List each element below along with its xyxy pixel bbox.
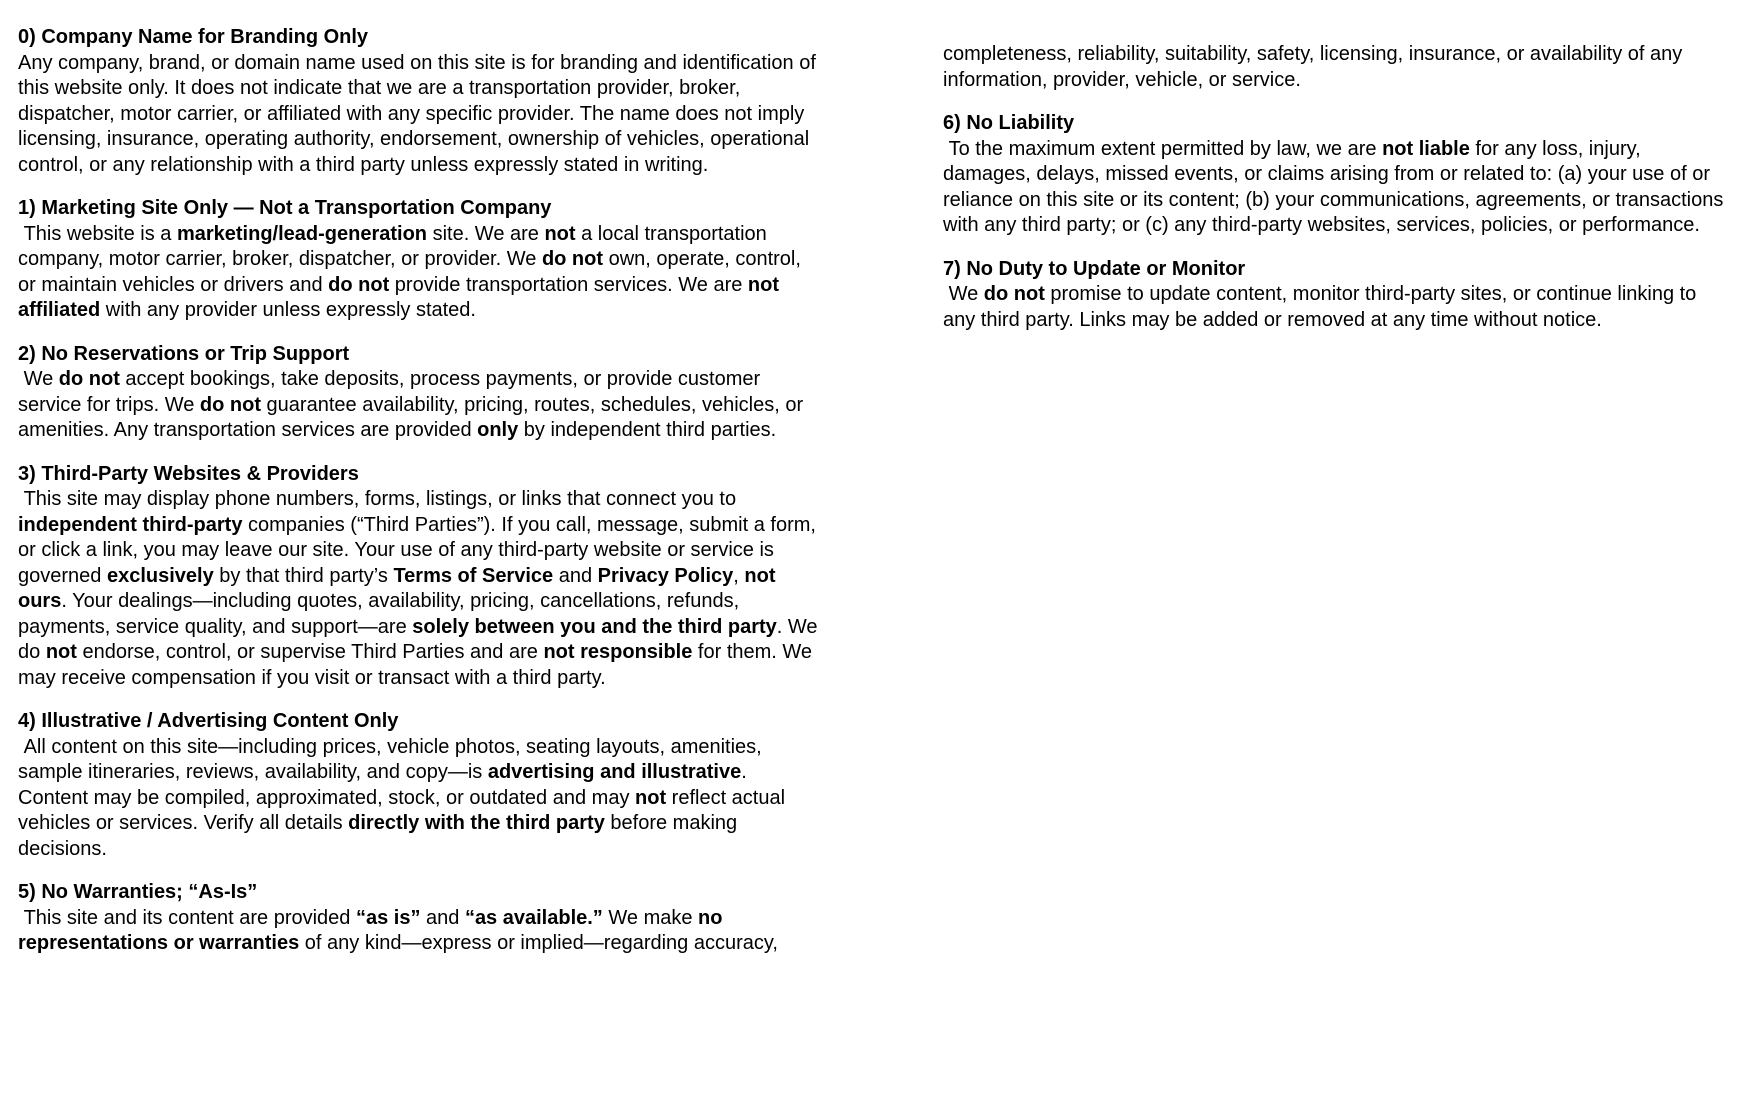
bold-text: not [635, 786, 667, 809]
bold-text: exclusively [106, 564, 214, 587]
body-text: We [18, 368, 59, 390]
body-text: provide transportation services. We are [389, 273, 748, 296]
disclaimer-section [18, 196, 819, 324]
body-text: by that third party’s [213, 564, 394, 587]
bold-text: not [45, 641, 77, 663]
body-text: of any kind—express or implied—regarding accuracy, [299, 932, 778, 954]
body-text: guarantee availability, pricing, routes, schedules, vehicles, or amenities. Any transportation services are provided [18, 393, 809, 441]
bold-text: Privacy Policy [597, 564, 734, 587]
disclaimer-section [18, 25, 822, 178]
section-heading: 5) No Warranties; “As-Is” [18, 881, 258, 903]
disclaimer-section [943, 257, 1731, 334]
disclaimer-section [18, 880, 819, 957]
bold-text: do not [328, 273, 390, 296]
body-text: . Your dealings—including quotes, availability, pricing, cancellations, refunds, payments, service quality, and support—are [18, 590, 745, 638]
section-paragraph [18, 196, 819, 324]
body-text: a local transportation company, motor carrier, broker, dispatcher, or provider. We [18, 222, 773, 270]
section-paragraph [18, 709, 819, 862]
body-text: own, operate, control, or maintain vehicles or drivers and [18, 248, 807, 296]
body-text: for any loss, injury, damages, delays, missed events, or claims arising from or related to: (a) your use of or reliance on this site or its content; (b) your communications, agreements, or transactions with any third party; or (c) any third-party websites, services, policies, or performance. [943, 137, 1729, 236]
bold-text: do not [58, 368, 120, 390]
section-paragraph [18, 462, 824, 692]
section-paragraph [943, 257, 1731, 334]
bold-text: do not [199, 393, 261, 416]
body-text: . Content may be compiled, approximated, stock, or outdated and may [18, 761, 753, 809]
section-paragraph [18, 25, 822, 178]
section-heading: 6) No Liability [943, 112, 1075, 134]
bold-text: not ours [18, 564, 782, 612]
disclaimer-section [18, 342, 819, 444]
bold-text: solely between you and the third party [412, 615, 777, 638]
body-text: This website is a [18, 222, 177, 245]
bold-text: do not [983, 283, 1045, 305]
body-text: This site and its content are provided [18, 906, 356, 929]
body-text: and [420, 906, 465, 929]
section-heading: 2) No Reservations or Trip Support [18, 342, 350, 365]
bold-text: not affiliated [18, 273, 785, 321]
bold-text: “as available.” [464, 906, 603, 929]
body-text: Any company, brand, or domain name used on this site is for branding and identification of this website only. It does not indicate that we are a transportation provider, broker, dispatcher, motor carrier, or affiliated with any specific provider. The name does not imply licensing, insurance, operating authority, endorsement, ownership of vehicles, operational control, or any relationship with a third party unless expressly stated in writing. [18, 51, 822, 176]
body-text: , [733, 564, 745, 587]
bold-text: “as is” [355, 906, 421, 929]
section-paragraph [943, 111, 1731, 239]
body-text: We [943, 283, 984, 305]
disclaimer-section [18, 709, 819, 862]
section-heading: 0) Company Name for Branding Only [18, 26, 369, 48]
bold-text: not [544, 222, 576, 245]
bold-text: only [477, 419, 519, 441]
body-text: completeness, reliability, suitability, safety, licensing, insurance, or availability of any information, provider, vehicle, or service. [943, 43, 1688, 91]
disclaimer-section [943, 42, 1731, 93]
body-text: To the maximum extent permitted by law, we are [943, 137, 1383, 160]
section-heading: 4) Illustrative / Advertising Content Only [18, 710, 399, 732]
bold-text: not liable [1382, 137, 1470, 160]
body-text: This site may display phone numbers, forms, listings, or links that connect you to [18, 488, 742, 510]
section-heading: 7) No Duty to Update or Monitor [943, 257, 1246, 280]
continuation-paragraph [943, 42, 1731, 93]
right-column [943, 0, 1731, 351]
body-text: companies (“Third Parties”). If you call, message, submit a form, or click a link, you may leave our site. Your use of any third-party website or service is governed [18, 513, 822, 587]
bold-text: do not [541, 248, 604, 270]
body-text: All content on this site—including prices, vehicle photos, seating layouts, amenities, sample itineraries, reviews, availability, and copy—is [18, 735, 768, 783]
bold-text: advertising and illustrative [487, 761, 742, 783]
body-text: and [553, 564, 598, 587]
bold-text: Terms of Service [393, 564, 554, 587]
body-text: by independent third parties. [518, 419, 777, 441]
body-text: reflect actual vehicles or services. Verify all details [18, 786, 791, 834]
bold-text: directly with the third party [348, 812, 605, 834]
section-paragraph [18, 880, 819, 957]
body-text: site. We are [427, 222, 545, 245]
body-text: . We do [18, 615, 824, 663]
body-text: for them. We may receive compensation if you visit or transact with a third party. [18, 641, 818, 689]
disclaimer-section [943, 111, 1731, 239]
bold-text: independent third-party [18, 513, 243, 536]
disclaimer-section [18, 462, 824, 692]
body-text: endorse, control, or supervise Third Parties and are [76, 641, 544, 663]
bold-text: marketing/lead-generation [176, 222, 428, 245]
body-text: promise to update content, monitor third-party sites, or continue linking to any third party. Links may be added or removed at any time without notice. [943, 283, 1702, 331]
body-text: with any provider unless expressly stated. [100, 299, 476, 321]
body-text: We make [602, 906, 699, 929]
section-heading: 1) Marketing Site Only — Not a Transportation Company [18, 197, 552, 219]
section-paragraph [18, 342, 819, 444]
bold-text: no representations or warranties [18, 906, 729, 954]
body-text: accept bookings, take deposits, process payments, or provide customer service for trips. We [18, 368, 766, 416]
bold-text: not responsible [543, 641, 693, 663]
section-heading: 3) Third-Party Websites & Providers [18, 462, 359, 485]
body-text: before making decisions. [18, 812, 743, 860]
left-column [18, 0, 824, 975]
